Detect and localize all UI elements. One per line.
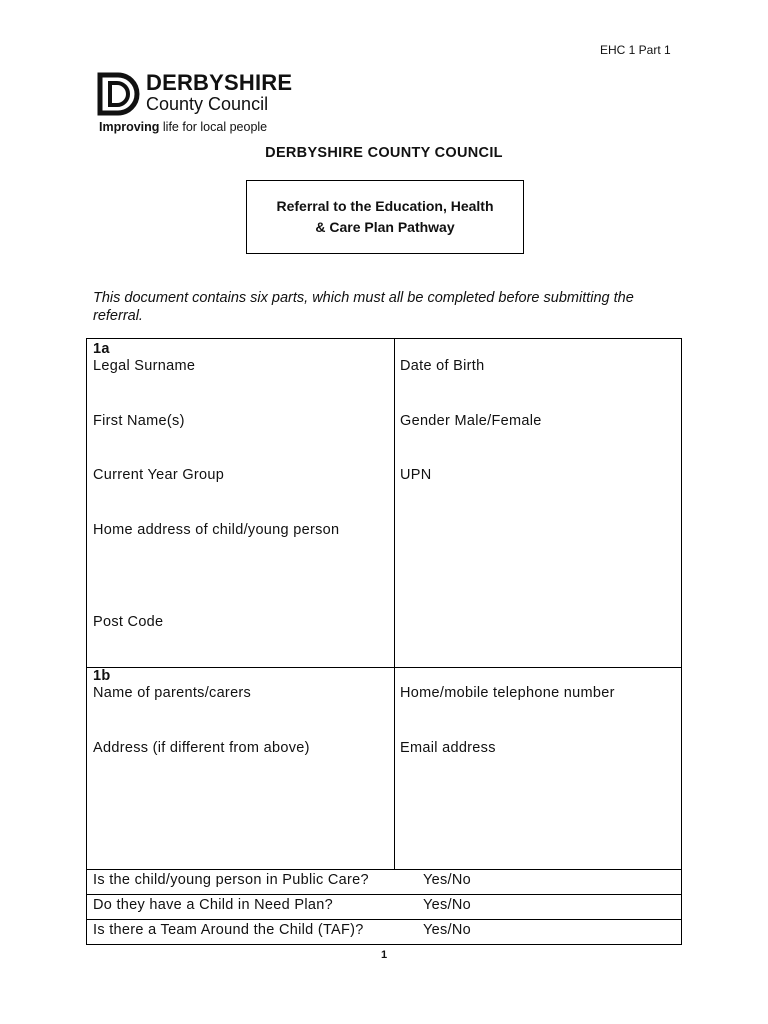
section-number: 1a	[93, 341, 110, 357]
referral-form	[86, 338, 682, 945]
field-first-names[interactable]: First Name(s)	[93, 413, 185, 429]
derbyshire-d-logo-icon	[97, 72, 143, 116]
question-text: Is the child/young person in Public Care?	[93, 872, 369, 888]
field-email[interactable]: Email address	[400, 740, 496, 756]
logo-name-line2: County Council	[146, 94, 269, 114]
question-row-public-care	[86, 870, 682, 895]
council-logo	[97, 70, 293, 138]
yes-no-answer[interactable]: Yes/No	[423, 922, 472, 938]
field-home-address[interactable]: Home address of child/young person	[93, 522, 340, 538]
document-title-line2: & Care Plan Pathway	[315, 219, 455, 235]
page-number: 1	[380, 949, 388, 961]
logo-name-line1: DERBYSHIRE	[146, 70, 293, 95]
council-heading: DERBYSHIRE COUNTY COUNCIL	[265, 145, 503, 161]
field-current-year-group[interactable]: Current Year Group	[93, 467, 225, 483]
field-legal-surname[interactable]: Legal Surname	[93, 358, 196, 374]
logo-tagline-rest: life for local people	[159, 120, 268, 134]
question-row-team-around-child	[86, 920, 682, 945]
document-title-box	[246, 180, 524, 254]
section-1a	[86, 338, 682, 668]
question-text: Is there a Team Around the Child (TAF)?	[93, 922, 364, 938]
intro-text: This document contains six parts, which must all be completed before submitting the referral.	[93, 290, 634, 324]
question-row-child-in-need	[86, 895, 682, 920]
field-post-code[interactable]: Post Code	[93, 614, 164, 630]
field-date-of-birth[interactable]: Date of Birth	[400, 358, 485, 374]
yes-no-answer[interactable]: Yes/No	[423, 872, 472, 888]
logo-tagline-bold: Improving	[99, 120, 160, 134]
document-reference: EHC 1 Part 1	[600, 43, 671, 57]
field-parents-carers[interactable]: Name of parents/carers	[93, 685, 252, 701]
section-1b	[86, 668, 682, 870]
question-text: Do they have a Child in Need Plan?	[93, 897, 333, 913]
field-upn[interactable]: UPN	[400, 467, 432, 483]
field-telephone[interactable]: Home/mobile telephone number	[400, 685, 615, 701]
yes-no-answer[interactable]: Yes/No	[423, 897, 472, 913]
column-divider	[394, 668, 395, 869]
logo-tagline	[99, 120, 267, 134]
column-divider	[394, 339, 395, 667]
field-parent-address[interactable]: Address (if different from above)	[93, 740, 310, 756]
section-number: 1b	[93, 668, 111, 684]
document-title-line1: Referral to the Education, Health	[276, 198, 494, 214]
field-gender[interactable]: Gender Male/Female	[400, 413, 542, 429]
